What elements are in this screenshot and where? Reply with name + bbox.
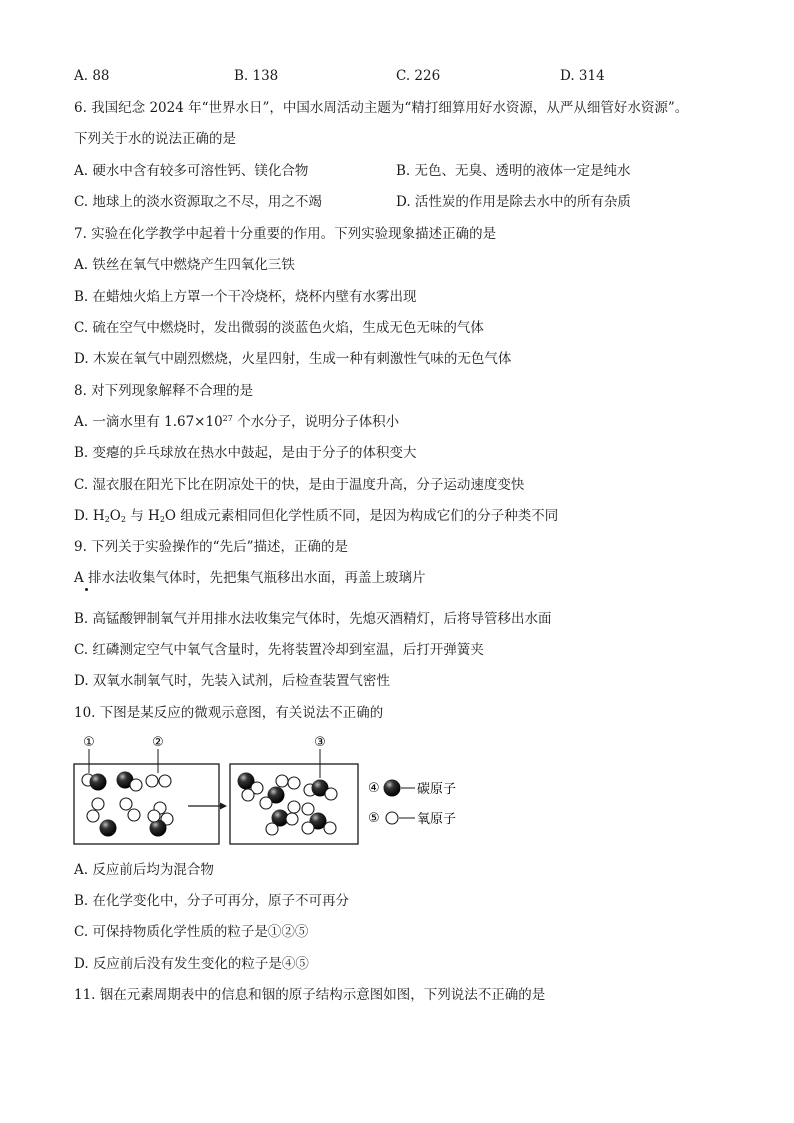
oxygen-atom bbox=[286, 813, 298, 825]
q8-stem: 8. 对下列现象解释不合理的是 bbox=[74, 383, 254, 399]
q8-d-text-1: D. H bbox=[74, 508, 105, 524]
q6-option-d: D. 活性炭的作用是除去水中的所有杂质 bbox=[396, 194, 631, 210]
oxygen-atom bbox=[324, 822, 336, 834]
q7-option-c: C. 硫在空气中燃烧时，发出微弱的淡蓝色火焰，生成无色无味的气体 bbox=[74, 320, 484, 336]
oxygen-atom bbox=[276, 775, 288, 787]
q7-option-b: B. 在蜡烛火焰上方罩一个干冷烧杯，烧杯内壁有水雾出现 bbox=[74, 289, 417, 305]
q8-option-a bbox=[74, 413, 399, 431]
q9-stem: 9. 下列关于实验操作的“先后”描述，正确的是 bbox=[74, 539, 348, 555]
q8-option-d bbox=[74, 507, 558, 525]
q8-option-c: C. 湿衣服在阳光下比在阴凉处干的快，是由于温度升高，分子运动速度变快 bbox=[74, 477, 525, 493]
legend bbox=[368, 780, 456, 828]
label-4: ④ bbox=[368, 781, 380, 796]
oxygen-atom bbox=[146, 775, 158, 787]
q7-option-a: A. 铁丝在氧气中燃烧产生四氧化三铁 bbox=[74, 257, 295, 273]
oxygen-atom bbox=[325, 788, 337, 800]
oxygen-atom bbox=[128, 809, 140, 821]
oxygen-atom bbox=[266, 823, 278, 835]
q5-option-c: C. 226 bbox=[396, 68, 441, 84]
q6-option-c: C. 地球上的淡水资源取之不尽，用之不竭 bbox=[74, 194, 322, 210]
q8-a-text-post: 个水分子，说明分子体积小 bbox=[232, 414, 400, 430]
q9-option-a: A 排水法收集气体时，先把集气瓶移出水面，再盖上玻璃片 bbox=[74, 570, 426, 586]
label-5: ⑤ bbox=[368, 811, 380, 826]
oxygen-atom bbox=[130, 779, 142, 791]
q5-option-a: A. 88 bbox=[74, 68, 110, 84]
oxygen-atom bbox=[260, 797, 272, 809]
product-molecules bbox=[238, 773, 338, 836]
q8-d-sub-2: 2 bbox=[120, 515, 126, 524]
q8-d-sub-3: 2 bbox=[159, 515, 165, 524]
reactant-molecules bbox=[82, 772, 173, 837]
q8-d-sub-1: 2 bbox=[104, 515, 110, 524]
q8-option-b: B. 变瘪的乒乓球放在热水中鼓起，是由于分子的体积变大 bbox=[74, 445, 417, 461]
q8-d-text-4: O 组成元素相同但化学性质不同，是因为构成它们的分子种类不同 bbox=[164, 508, 559, 524]
label-1: ① bbox=[83, 735, 95, 750]
label-3: ③ bbox=[314, 735, 326, 750]
q10-stem: 10. 下图是某反应的微观示意图，有关说法不正确的 bbox=[74, 705, 384, 721]
legend-oxygen-atom bbox=[386, 812, 398, 824]
label-2: ② bbox=[152, 735, 164, 750]
carbon-atom bbox=[90, 774, 107, 791]
carbon-atom bbox=[100, 820, 117, 837]
q8-d-text-2: O bbox=[109, 508, 121, 524]
q7-stem: 7. 实验在化学教学中起着十分重要的作用。下列实验现象描述正确的是 bbox=[74, 226, 497, 242]
legend-carbon-atom bbox=[384, 780, 401, 797]
oxygen-atom bbox=[242, 789, 254, 801]
q8-d-text-3: 与 H bbox=[125, 508, 160, 524]
q9-option-c: C. 红磷测定空气中氧气含量时，先将装置冷却到室温，后打开弹簧夹 bbox=[74, 642, 484, 658]
oxygen-atom bbox=[120, 798, 132, 810]
q10-option-a: A. 反应前后均为混合物 bbox=[74, 862, 214, 878]
q9-option-d: D. 双氧水制氧气时，先装入试剂，后检查装置气密性 bbox=[74, 673, 390, 689]
q5-option-d: D. 314 bbox=[560, 68, 605, 84]
oxygen-atom bbox=[288, 777, 300, 789]
q6-stem-line2: 下列关于水的说法正确的是 bbox=[74, 131, 236, 147]
oxygen-atom bbox=[148, 810, 160, 822]
stray-dot bbox=[85, 588, 88, 591]
oxygen-atom bbox=[92, 798, 104, 810]
q8-a-text-pre: A. 一滴水里有 1.67×10 bbox=[74, 414, 223, 430]
q11-stem: 11. 铟在元素周期表中的信息和铟的原子结构示意图如图，下列说法不正确的是 bbox=[74, 987, 546, 1003]
q7-option-d: D. 木炭在氧气中剧烈燃烧，火星四射，生成一种有刺激性气味的无色气体 bbox=[74, 351, 512, 367]
q9-option-b: B. 高锰酸钾制氧气并用排水法收集完气体时，先熄灭酒精灯，后将导管移出水面 bbox=[74, 611, 552, 627]
legend-oxygen-label: 氧原子 bbox=[417, 812, 457, 827]
q8-a-exponent: 27 bbox=[222, 414, 233, 423]
q10-option-d: D. 反应前后没有发生变化的粒子是④⑤ bbox=[74, 956, 309, 972]
reaction-micro-diagram bbox=[70, 733, 490, 848]
q6-option-b: B. 无色、无臭、透明的液体一定是纯水 bbox=[396, 163, 631, 179]
legend-carbon-label: 碳原子 bbox=[417, 782, 457, 797]
oxygen-atom bbox=[159, 775, 171, 787]
arrow-head bbox=[220, 803, 227, 810]
q6-option-a: A. 硬水中含有较多可溶性钙、镁化合物 bbox=[74, 163, 309, 179]
q10-option-c: C. 可保持物质化学性质的粒子是①②⑤ bbox=[74, 924, 309, 940]
oxygen-atom bbox=[302, 822, 314, 834]
oxygen-atom bbox=[87, 810, 99, 822]
oxygen-atom bbox=[302, 803, 314, 815]
q10-option-b: B. 在化学变化中，分子可再分，原子不可再分 bbox=[74, 893, 350, 909]
oxygen-atom bbox=[288, 801, 300, 813]
q5-option-b: B. 138 bbox=[234, 68, 279, 84]
q6-stem-line1: 6. 我国纪念 2024 年“世界水日”，中国水周活动主题为“精打细算用好水资源，从严从细管好水资源”。 bbox=[74, 100, 689, 116]
